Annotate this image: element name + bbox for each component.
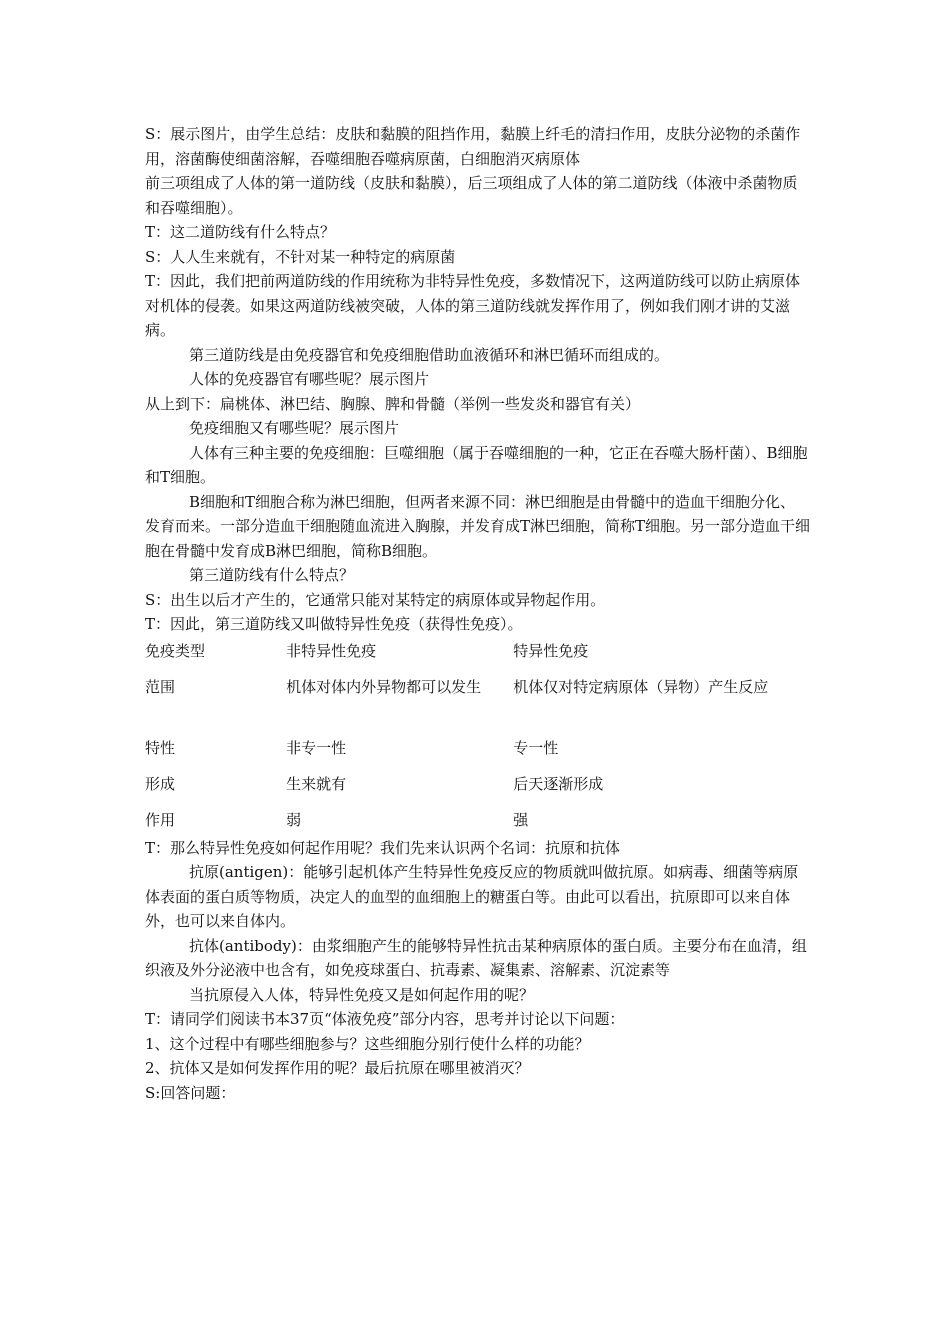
paragraph: T：请同学们阅读书本37页“体液免疫”部分内容，思考并讨论以下问题： bbox=[145, 1010, 625, 1028]
table-row bbox=[145, 808, 810, 836]
table-cell: 生来就有 bbox=[286, 774, 347, 793]
paragraph: T：因此，我们把前两道防线的作用统称为非特异性免疫，多数情况下，这两道防线可以防止病原体对机体的侵袭。如果这两道防线被突破，人体的第三道防线就发挥作用了，例如我们刚才讲的艾滋病。 bbox=[145, 272, 801, 339]
table-row bbox=[145, 639, 810, 675]
table-cell: 作用 bbox=[145, 810, 176, 829]
table-cell: 非特异性免疫 bbox=[286, 641, 377, 660]
document-page bbox=[145, 122, 810, 1105]
table-cell: 特性 bbox=[145, 738, 176, 757]
paragraph: S：人人生来就有，不针对某一种特定的病原菌 bbox=[145, 247, 456, 266]
table-cell: 形成 bbox=[145, 774, 176, 793]
table-cell: 范围 bbox=[145, 677, 176, 696]
paragraph: 第三道防线有什么特点？ bbox=[189, 566, 355, 584]
paragraph: 当抗原侵入人体，特异性免疫又是如何起作用的呢？ bbox=[189, 985, 535, 1004]
paragraph: 从上到下：扁桃体、淋巴结、胸腺、脾和骨髓（举例一些发炎和器官有关） bbox=[145, 394, 641, 413]
paragraph: S:回答问题： bbox=[145, 1083, 236, 1102]
paragraph: T：这二道防线有什么特点？ bbox=[145, 223, 336, 241]
table-row bbox=[145, 772, 810, 808]
paragraph: T：那么特异性免疫如何起作用呢？我们先来认识两个名词：抗原和抗体 bbox=[145, 838, 621, 857]
table-cell: 非专一性 bbox=[286, 738, 347, 757]
paragraph: 1、这个过程中有哪些细胞参与？这些细胞分别行使什么样的功能？ bbox=[145, 1034, 590, 1053]
paragraph: T：因此，第三道防线又叫做特异性免疫（获得性免疫）。 bbox=[145, 615, 523, 633]
table-cell: 特异性免疫 bbox=[513, 641, 589, 660]
paragraph: 人体的免疫器官有哪些呢？展示图片 bbox=[189, 370, 430, 388]
table-row bbox=[145, 675, 810, 736]
table-row bbox=[145, 736, 810, 772]
paragraph: B细胞和T细胞合称为淋巴细胞，但两者来源不同：淋巴细胞是由骨髓中的造血干细胞分化、发育而来。一部分造血干细胞随血流进入胸腺，并发育成T淋巴细胞，简称T细胞。另一部分造血干细胞在骨髓中发育成B淋巴细胞，简称B细胞。 bbox=[145, 492, 811, 560]
paragraph: S：展示图片，由学生总结：皮肤和黏膜的阻挡作用，黏膜上纤毛的清扫作用，皮肤分泌物的杀菌作用，溶菌酶使细菌溶解，吞噬细胞吞噬病原菌，白细胞消灭病原体 bbox=[145, 125, 801, 168]
paragraph: 2、抗体又是如何发挥作用的呢？最后抗原在哪里被消灭？ bbox=[145, 1059, 530, 1077]
table-cell: 后天逐渐形成 bbox=[513, 774, 604, 793]
paragraph: S：出生以后才产生的，它通常只能对某特定的病原体或异物起作用。 bbox=[145, 590, 606, 609]
table-cell: 免疫类型 bbox=[145, 641, 206, 660]
immunity-comparison-table bbox=[145, 639, 810, 836]
table-cell: 弱 bbox=[286, 810, 302, 829]
paragraph: 抗体(antibody)：由浆细胞产生的能够特异性抗击某种病原体的蛋白质。主要分布在血清，组织液及外分泌液中也含有，如免疫球蛋白、抗毒素、凝集素、溶解素、沉淀素等 bbox=[145, 936, 807, 979]
table-cell: 机体对体内外异物都可以发生 bbox=[286, 677, 482, 696]
table-cell: 机体仅对特定病原体（异物）产生反应 bbox=[513, 677, 769, 696]
table-cell: 强 bbox=[513, 810, 529, 829]
table-cell: 专一性 bbox=[513, 738, 559, 757]
paragraph: 抗原(antigen)：能够引起机体产生特异性免疫反应的物质就叫做抗原。如病毒、细菌等病原体表面的蛋白质等物质，决定人的血型的血细胞上的糖蛋白等。由此可以看出，抗原即可以来自体外，也可以来自体内。 bbox=[145, 863, 799, 930]
paragraph: 前三项组成了人体的第一道防线（皮肤和黏膜），后三项组成了人体的第二道防线（体液中杀菌物质和吞噬细胞）。 bbox=[145, 174, 798, 217]
paragraph: 人体有三种主要的免疫细胞：巨噬细胞（属于吞噬细胞的一种，它正在吞噬大肠杆菌）、B细胞和T细胞。 bbox=[145, 443, 808, 486]
paragraph: 第三道防线是由免疫器官和免疫细胞借助血液循环和淋巴循环而组成的。 bbox=[189, 345, 670, 364]
paragraph: 免疫细胞又有哪些呢？展示图片 bbox=[189, 419, 400, 437]
